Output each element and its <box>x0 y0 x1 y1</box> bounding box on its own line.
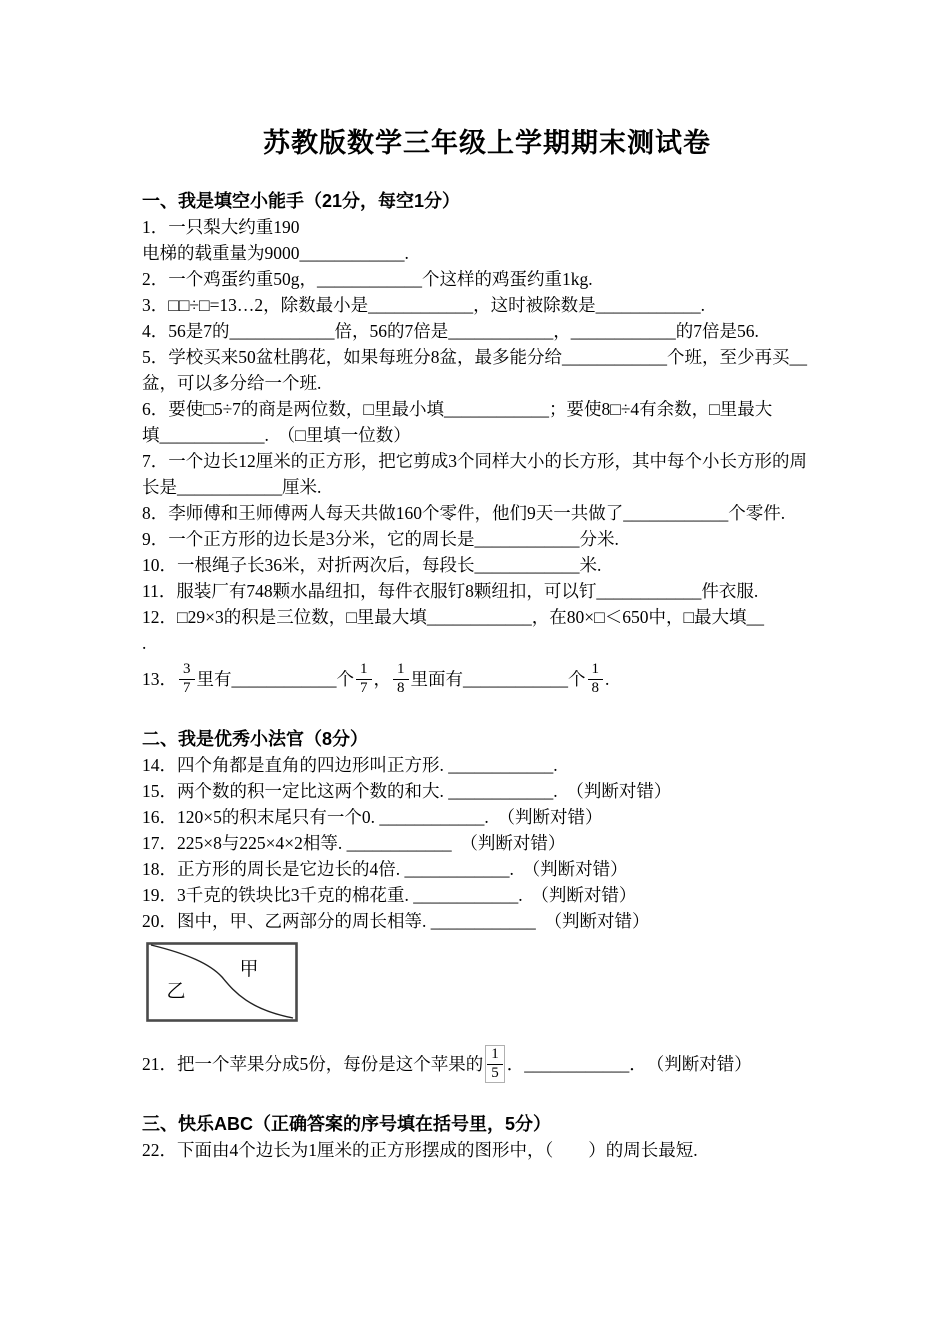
question-5-line: 5．学校买来50盆杜鹃花，如果每班分8盆，最多能分给____________个班，至少再买__ <box>142 347 807 367</box>
section-1-heading: 一、我是填空小能手（21分，每空1分） <box>142 191 461 211</box>
question-11-line: 11．服装厂有748颗水晶纽扣，每件衣服钉8颗纽扣，可以钉____________件衣服. <box>142 581 759 601</box>
question-20-figure <box>146 942 832 1029</box>
question-13-text-2: ， <box>373 669 391 689</box>
fraction-1-5: $\frac{1}{5}$ <box>485 1045 505 1084</box>
question-10-line: 10．一根绳子长36米，对折两次后，每段长____________米. <box>142 555 602 575</box>
question-13-text-1: 里有____________个 <box>196 669 354 689</box>
question-9-line: 9．一个正方形的边长是3分米，它的周长是____________分米. <box>142 529 619 549</box>
question-4-line: 4．56是7的____________倍，56的7倍是____________，____________的7倍是56. <box>142 321 759 341</box>
question-16-line: 16．120×5的积末尾只有一个0. ____________. （判断对错） <box>142 807 603 827</box>
question-7-line: 7．一个边长12厘米的正方形，把它剪成3个同样大小的长方形，其中每个小长方形的周 <box>142 451 807 471</box>
question-21-text-2: ．____________． （判断对错） <box>506 1054 752 1074</box>
question-8-line: 8．李师傅和王师傅两人每天共做160个零件，他们9天一共做了____________个零件. <box>142 503 786 523</box>
question-13-text-3: 里面有____________个 <box>410 669 586 689</box>
fraction-3-7: $\frac{3}{7}$ <box>179 662 195 697</box>
section-3-heading: 三、快乐ABC（正确答案的序号填在括号里，5分） <box>142 1114 552 1134</box>
question-5-line-2: 盆，可以多分给一个班. <box>142 373 322 393</box>
question-22-line: 22．下面由4个边长为1厘米的正方形摆成的图形中，（ ）的周长最短. <box>142 1140 698 1160</box>
question-13-text-4: . <box>605 669 610 689</box>
question-12-line: 12．□29×3的积是三位数，□里最大填____________，在80×□＜650中，□最大填__ <box>142 607 765 627</box>
page-title: 苏教版数学三年级上学期期末测试卷 <box>263 128 711 158</box>
fraction-1-8-b: $\frac{1}{8}$ <box>588 662 604 697</box>
fraction-1-8: $\frac{1}{8}$ <box>393 662 409 697</box>
document-content <box>142 124 832 1163</box>
fraction-1-7: $\frac{1}{7}$ <box>356 662 372 697</box>
question-14-line: 14．四个角都是直角的四边形叫正方形. ____________. <box>142 755 558 775</box>
question-6-line-2: 填____________. （□里填一位数） <box>142 425 411 445</box>
figure-label-jia: 甲 <box>239 959 259 980</box>
question-21-line <box>142 1041 832 1087</box>
figure-label-yi: 乙 <box>166 981 186 1002</box>
question-13-number: 13． <box>142 669 177 689</box>
question-1-line: 1．一只梨大约重190 <box>142 217 300 237</box>
question-13-line <box>142 656 832 702</box>
question-17-line: 17．225×8与225×4×2相等. ____________ （判断对错） <box>142 833 566 853</box>
question-12-line-2: . <box>142 633 147 653</box>
question-7-line-2: 长是____________厘米. <box>142 477 322 497</box>
question-20-line: 20．图中，甲、乙两部分的周长相等. ____________ （判断对错） <box>142 911 650 931</box>
question-15-line: 15．两个数的积一定比这两个数的和大. ____________. （判断对错） <box>142 781 672 801</box>
question-1-line-2: 电梯的载重量为9000____________. <box>142 243 409 263</box>
question-6-line: 6．要使□5÷7的商是两位数，□里最小填____________；要使8□÷4有余数，□里最大 <box>142 399 773 419</box>
question-18-line: 18．正方形的周长是它边长的4倍. ____________. （判断对错） <box>142 859 628 879</box>
perimeter-figure-svg <box>146 942 298 1022</box>
question-19-line: 19．3千克的铁块比3千克的棉花重. ____________. （判断对错） <box>142 885 637 905</box>
section-2-heading: 二、我是优秀小法官（8分） <box>142 729 369 749</box>
question-2-line: 2．一个鸡蛋约重50g，____________个这样的鸡蛋约重1kg. <box>142 269 593 289</box>
question-3-line: 3．□□÷□=13…2，除数最小是____________，这时被除数是____________. <box>142 295 706 315</box>
question-21-text-1: 21．把一个苹果分成5份，每份是这个苹果的 <box>142 1054 484 1074</box>
